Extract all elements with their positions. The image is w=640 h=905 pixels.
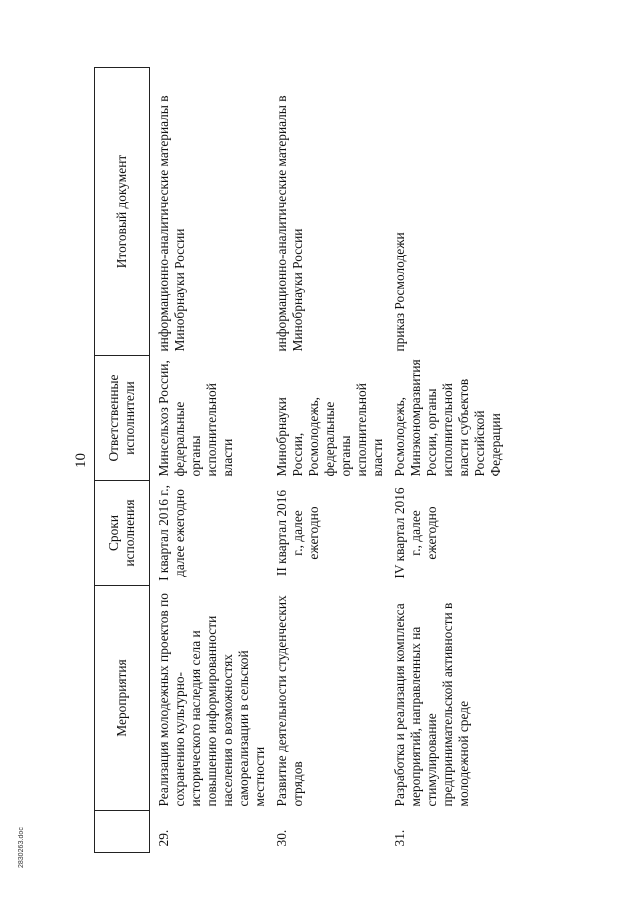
table-row	[268, 68, 386, 853]
table-row	[386, 68, 504, 853]
row-number: 31.	[392, 829, 407, 847]
header-deadline: Сроки исполнения	[95, 481, 150, 586]
row-deadline: II квартал 2016 г., далее ежегодно	[274, 489, 321, 577]
row-document: приказ Росмолодежи	[392, 232, 407, 352]
row-executors: Росмолодежь, Минэкономразвития России, органы исполнительной власти субъектов Российской Федерации	[392, 359, 503, 477]
row-document: информационно-аналитические материалы в Минобрнауки России	[274, 95, 305, 352]
header-activities: Мероприятия	[95, 586, 150, 811]
row-number: 29.	[156, 829, 171, 847]
rotated-document-page	[70, 68, 570, 853]
header-number	[95, 811, 150, 853]
row-executors: Минсельхоз России, федеральные органы исполнительной власти	[156, 360, 235, 477]
row-activity: Реализация молодежных проектов по сохранению культурно-исторического наследия села и повышению информированности населения о возможностях самореализации в сельской местности	[156, 593, 267, 807]
file-code: 283026З.doc	[18, 827, 25, 868]
header-final-document: Итоговый документ	[95, 68, 150, 356]
row-deadline: I квартал 2016 г., далее ежегодно	[156, 485, 187, 581]
row-activity: Разработка и реализация комплекса мероприятий, направленных на стимулирование предпринимательской активности в молодежной среде	[392, 602, 471, 807]
row-executors: Минобрнауки России, Росмолодежь, федеральные органы исполнительной власти	[274, 383, 385, 477]
table-header-row	[95, 68, 150, 853]
page-number: 10	[73, 453, 89, 468]
row-activity: Развитие деятельности студенческих отрядов	[274, 595, 305, 807]
header-executors: Ответственные исполнители	[95, 356, 150, 481]
row-document: информационно-аналитические материалы в Минобрнауки России	[156, 95, 187, 352]
table-row	[150, 68, 269, 853]
action-plan-table	[94, 67, 504, 853]
row-deadline: IV квартал 2016 г., далее ежегодно	[392, 487, 439, 579]
row-number: 30.	[274, 829, 289, 847]
